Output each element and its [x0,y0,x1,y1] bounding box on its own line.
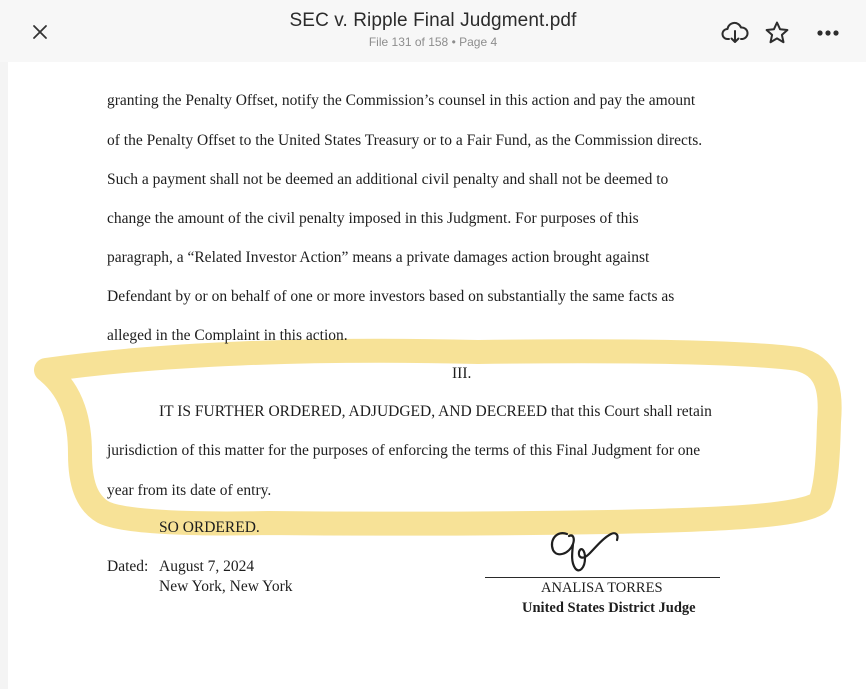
paragraph-line: Defendant by or on behalf of one or more investors based on substantially the same facts as [107,288,675,305]
document-subtitle: File 131 of 158 • Page 4 [368,35,498,49]
dated-place: New York, New York [159,578,293,595]
paragraph-line: Such a payment shall not be deemed an additional civil penalty and shall not be deemed to [107,171,669,188]
more-options-button[interactable] [813,18,843,48]
section-number: III. [452,365,472,382]
judge-signature [545,524,625,576]
section-line: jurisdiction of this matter for the purposes of enforcing the terms of this Final Judgment for one [107,442,701,459]
star-icon [764,20,790,46]
dated-date: August 7, 2024 [159,558,255,575]
signer-name: ANALISA TORRES [541,580,663,596]
signature-line [485,577,720,578]
document-content [8,62,866,689]
paragraph-line: change the amount of the civil penalty imposed in this Judgment. For purposes of this [107,210,639,227]
section-line: year from its date of entry. [107,482,272,499]
paragraph-line: paragraph, a “Related Investor Action” means a private damages action brought against [107,249,650,266]
so-ordered: SO ORDERED. [159,519,260,536]
section-line: IT IS FURTHER ORDERED, ADJUDGED, AND DECREED that this Court shall retain [159,403,712,420]
paragraph-line: granting the Penalty Offset, notify the Commission’s counsel in this action and pay the amount [107,92,696,109]
highlight-marker [8,62,866,689]
more-icon [816,29,840,37]
signer-title: United States District Judge [522,600,696,616]
document-title: SEC v. Ripple Final Judgment.pdf [289,10,577,31]
favorite-button[interactable] [762,18,792,48]
cloud-download-icon [721,20,749,46]
paragraph-line: of the Penalty Offset to the United States Treasury or to a Fair Fund, as the Commission directs. [107,132,703,149]
document-page [8,62,866,689]
paragraph-line: alleged in the Complaint in this action. [107,327,348,344]
download-button[interactable] [720,18,750,48]
top-bar [0,0,866,62]
dated-label: Dated: [107,558,149,575]
